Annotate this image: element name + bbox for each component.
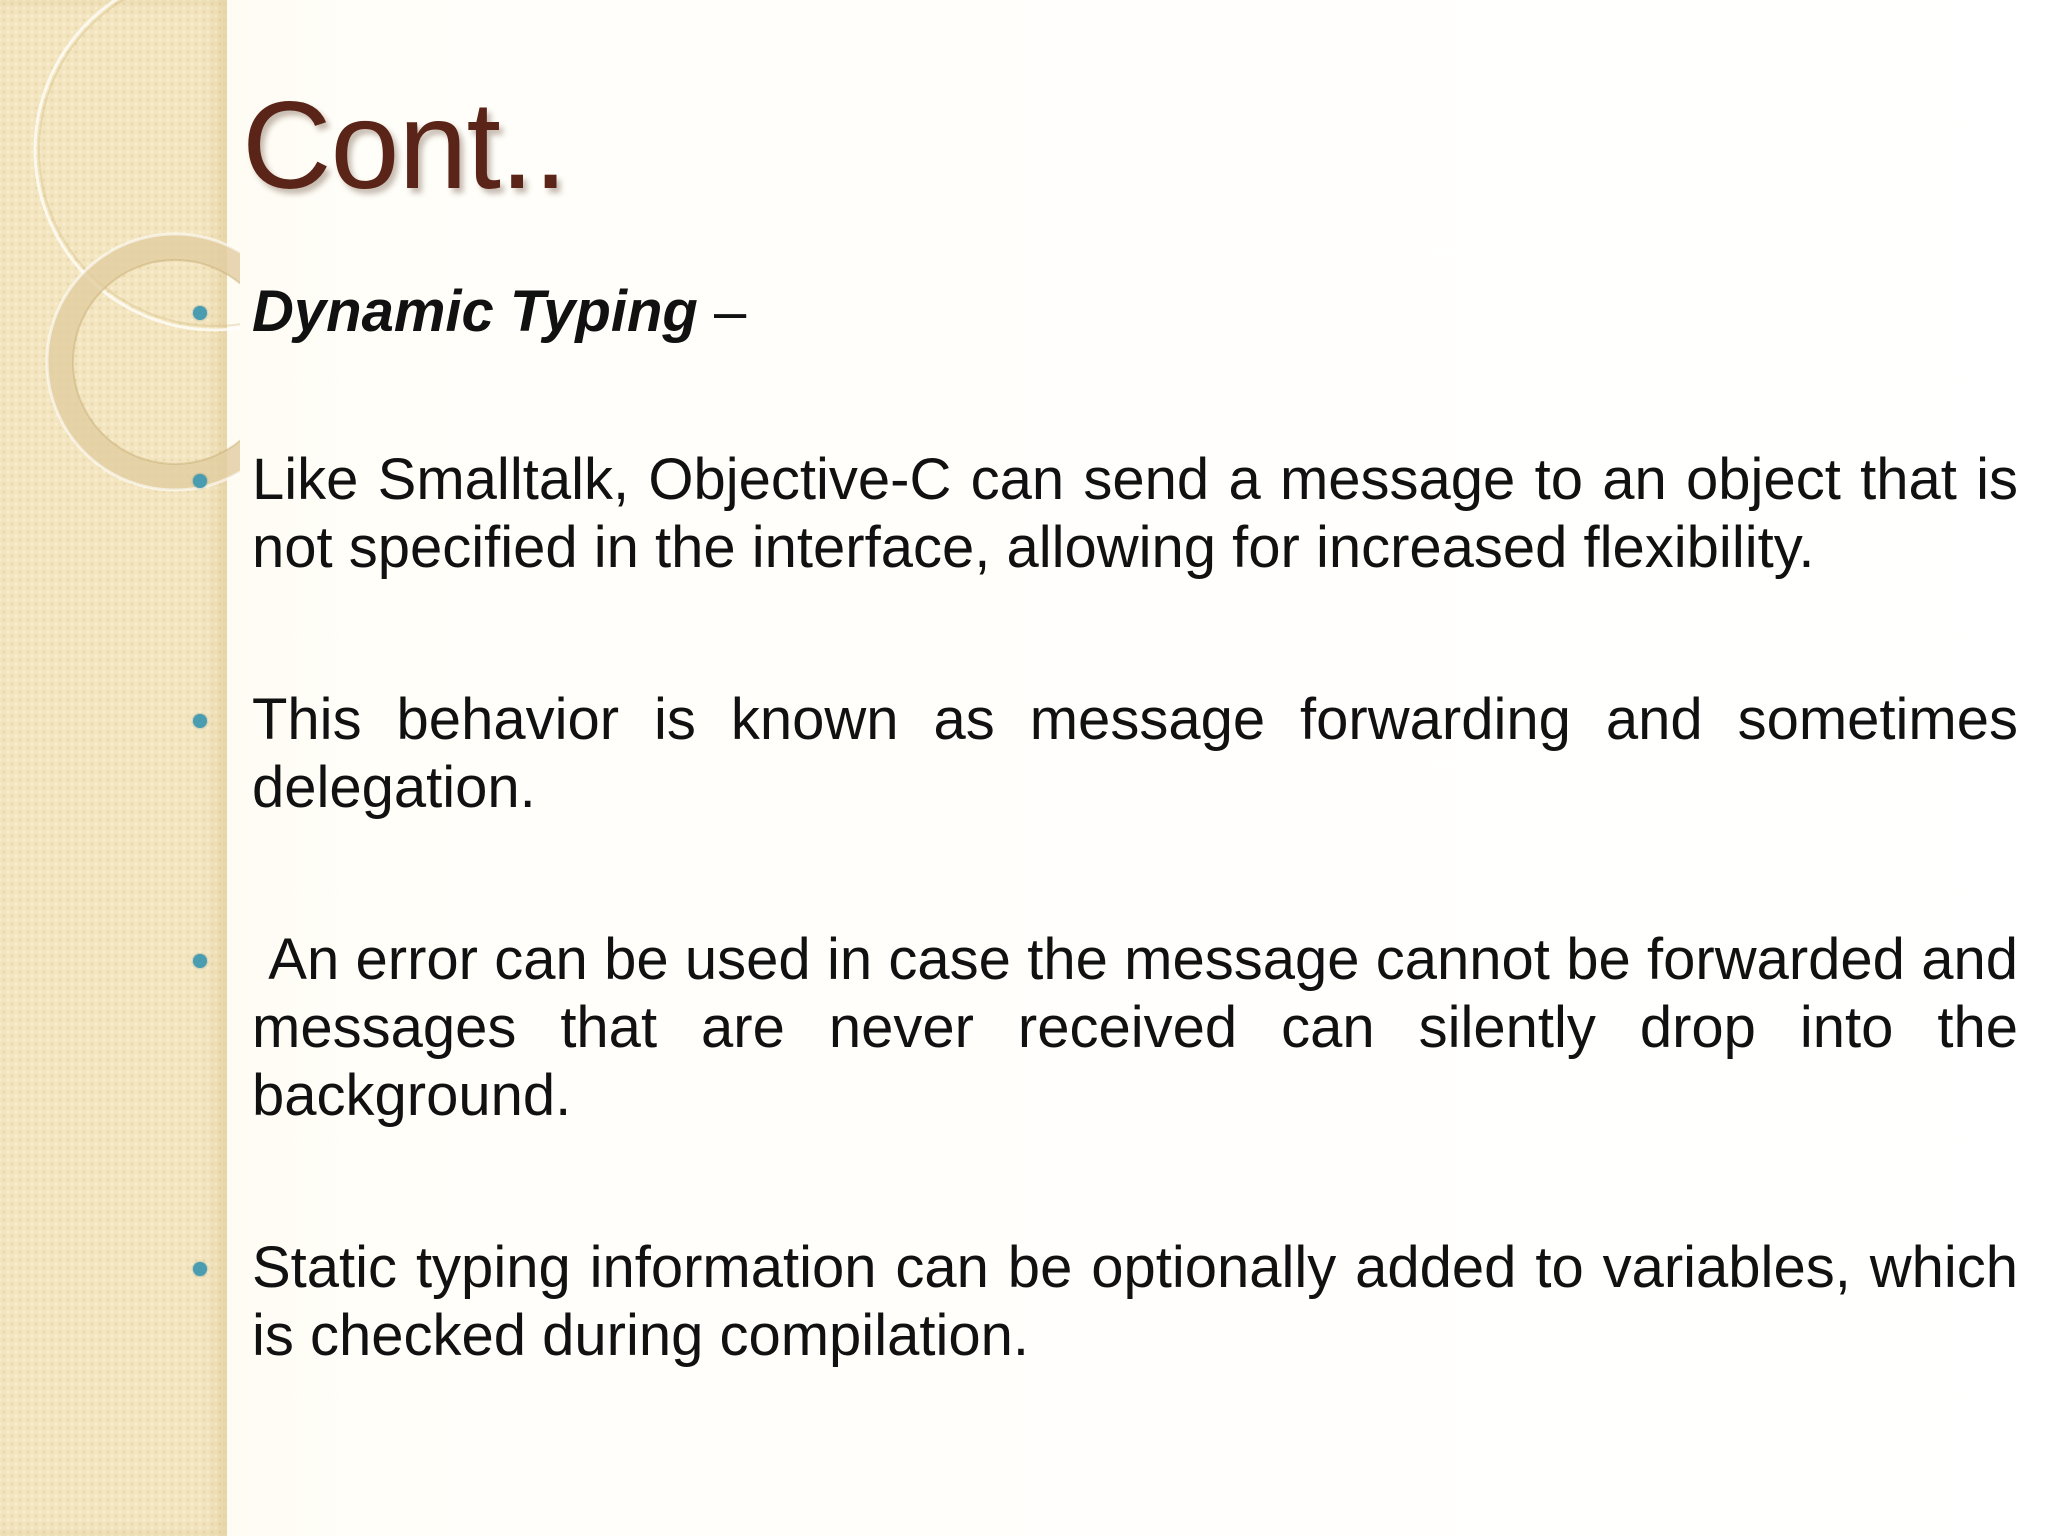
bullet-text: An error can be used in case the message cannot be forwarded and messages that are never received can silently drop into the background.: [252, 927, 2035, 1128]
bullet-term-suffix: –: [697, 279, 747, 344]
bullet-term: Dynamic Typing: [252, 279, 698, 344]
bullet-item: [188, 446, 2018, 582]
bullet-item: [188, 278, 2018, 346]
bullet-item: [188, 926, 2035, 1130]
bullet-dot-icon: [193, 306, 207, 320]
bullet-text: This behavior is known as message forwarding and sometimes delegation.: [252, 687, 2018, 820]
bullet-item: [188, 1234, 2018, 1370]
bullet-dot-icon: [193, 714, 207, 728]
bullet-list: [188, 278, 2035, 1370]
bullet-item: [188, 686, 2018, 822]
bullet-dot-icon: [193, 1262, 207, 1276]
bullet-text: Like Smalltalk, Objective-C can send a message to an object that is not specified in the interface, allowing for increased flexibility.: [252, 447, 2018, 580]
bullet-dot-icon: [193, 954, 207, 968]
bullet-text: Static typing information can be optionally added to variables, which is checked during compilation.: [252, 1235, 2018, 1368]
bullet-dot-icon: [193, 474, 207, 488]
slide-title: Cont..: [242, 77, 567, 215]
